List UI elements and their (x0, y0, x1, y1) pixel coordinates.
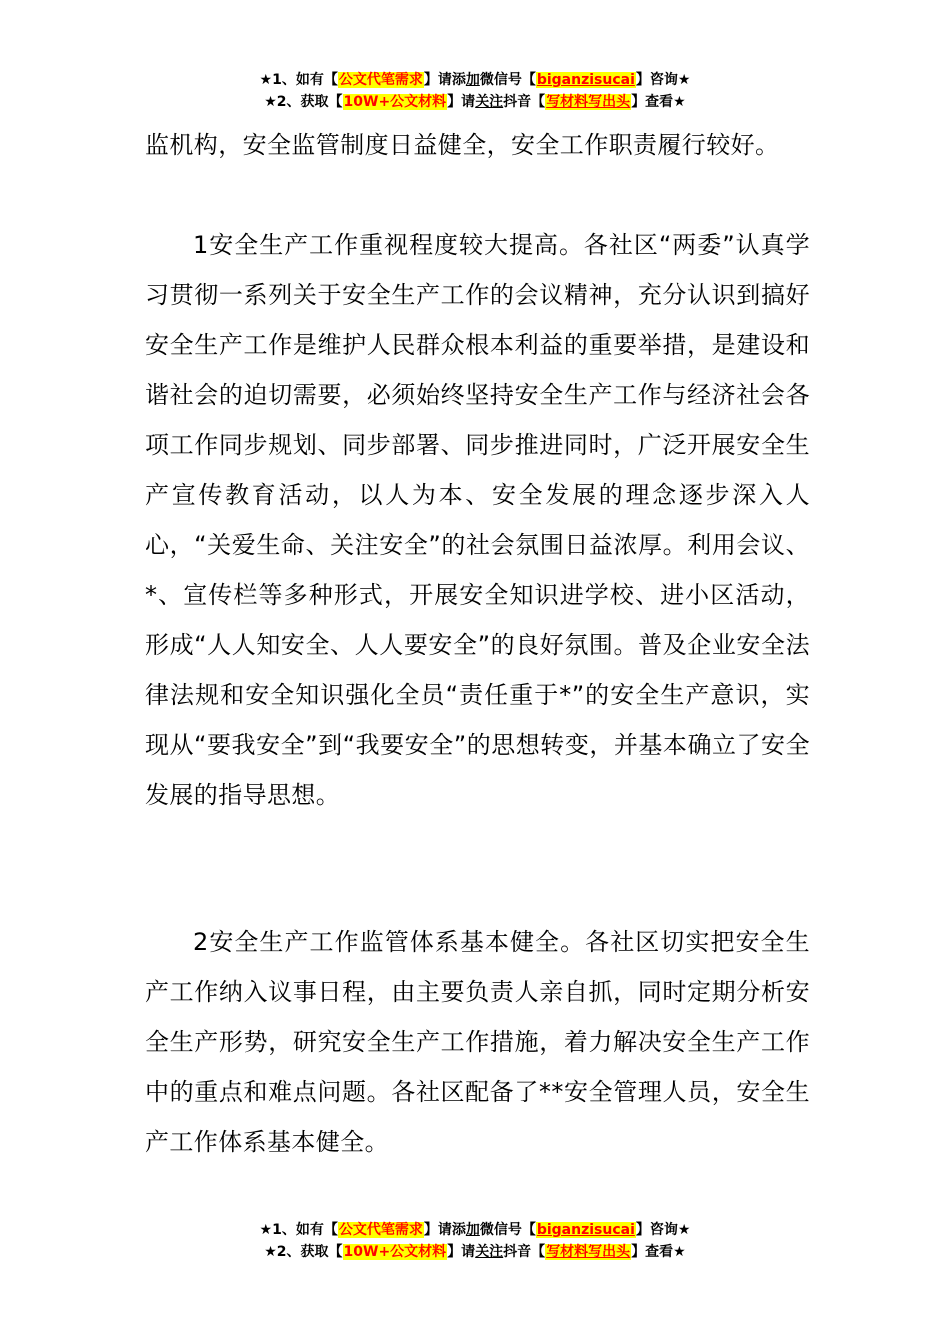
highlight-materials: 10W+公文材料 (343, 94, 447, 110)
highlight-douyin: 写材料写出头 (546, 94, 631, 110)
paragraph-1: 1安全生产工作重视程度较大提高。各社区“两委”认真学习贯彻一系列关于安全生产工作的会议精神，充分认识到搞好安全生产工作是维护人民群众根本利益的重要举措，是建设和谐社会的迫切需要，必须始终坚持安全生产工作与经济社会各项工作同步规划、同步部署、同步推进同时，广泛开展安全生产宣传教育活动，以人为本、安全发展的理念逐步深入人心，“关爱生命、关注安全”的社会氛围日益浓厚。利用会议、*、宣传栏等多种形式，开展安全知识进学校、进小区活动，形成“人人知安全、人人要安全”的良好氛围。普及企业安全法律法规和安全知识强化全员“责任重于*”的安全生产意识，实现从“要我安全”到“我要安全”的思想转变，并基本确立了安全发展的指导思想。 (145, 231, 810, 809)
banner-line-2: ★2、获取【10W+公文材料】请关注抖音【写材料写出头】查看★ (264, 94, 686, 110)
footer-highlight-materials: 10W+公文材料 (343, 1244, 447, 1260)
footer-banner (0, 1219, 950, 1263)
footer-highlight-service: 公文代笔需求 (338, 1222, 423, 1238)
continuation-line: 监机构，安全监管制度日益健全，安全工作职责履行较好。 (145, 131, 780, 159)
footer-highlight-wechat-id: biganzisucai (536, 1222, 635, 1238)
highlight-service: 公文代笔需求 (338, 72, 423, 88)
banner-line-1: ★1、如有【公文代笔需求】请添加微信号【biganzisucai】咨询★ (259, 72, 691, 88)
highlight-wechat-id: biganzisucai (536, 72, 635, 88)
footer-highlight-douyin: 写材料写出头 (546, 1244, 631, 1260)
footer-line-1: ★1、如有【公文代笔需求】请添加微信号【biganzisucai】咨询★ (259, 1222, 691, 1238)
footer-line-2: ★2、获取【10W+公文材料】请关注抖音【写材料写出头】查看★ (264, 1244, 686, 1260)
paragraph-2: 2安全生产工作监管体系基本健全。各社区切实把安全生产工作纳入议事日程，由主要负责人亲自抓，同时定期分析安全生产形势，研究安全生产工作措施，着力解决安全生产工作中的重点和难点问题。各社区配备了**安全管理人员，安全生产工作体系基本健全。 (145, 928, 810, 1156)
header-banner (0, 69, 950, 113)
